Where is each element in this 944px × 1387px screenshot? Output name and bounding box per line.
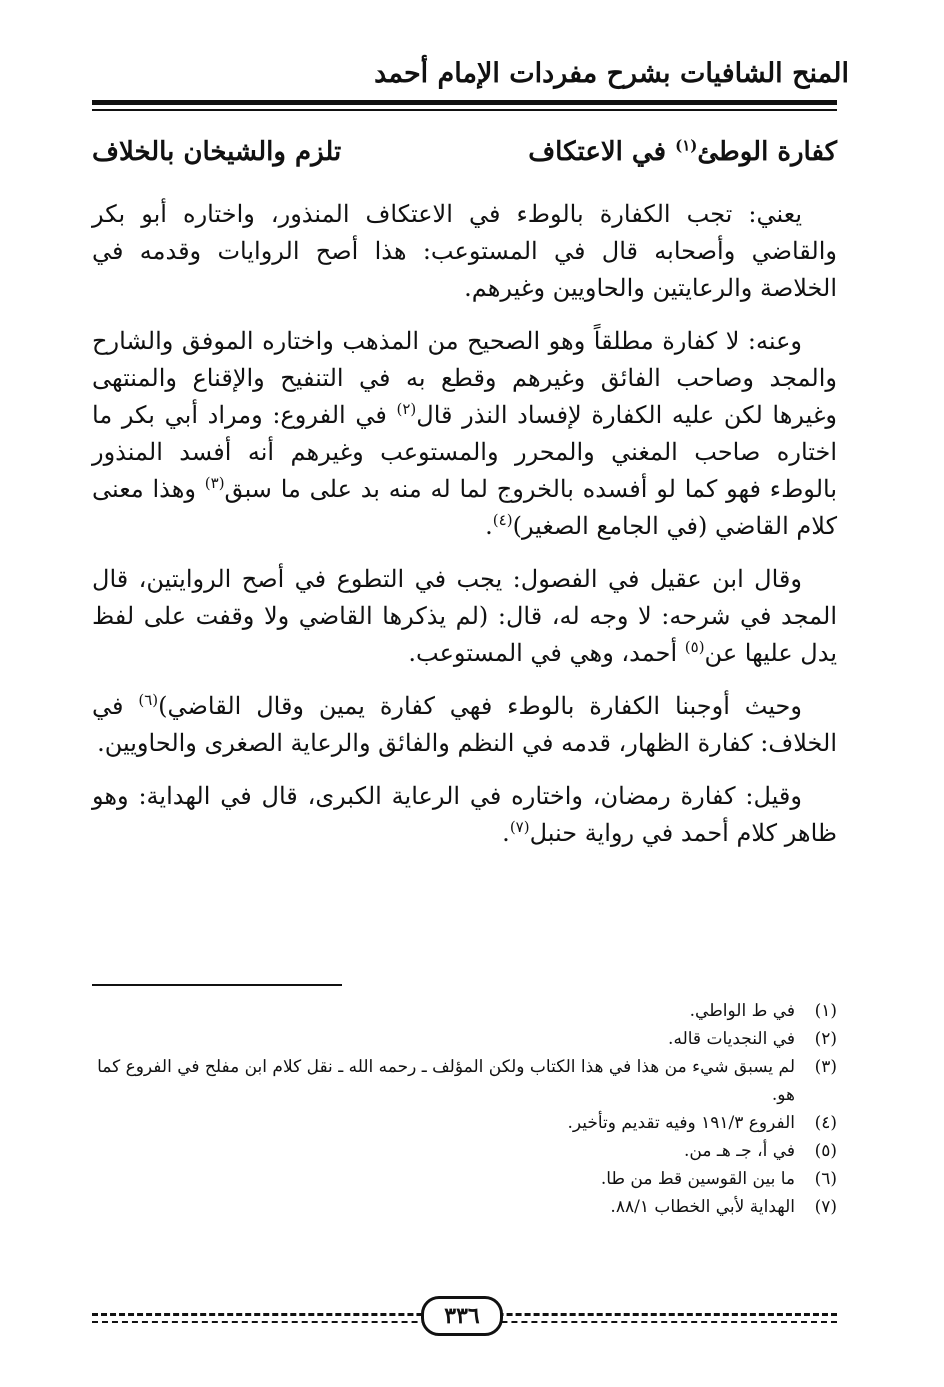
- footnote: [92, 1193, 837, 1221]
- footnote-text: لم يسبق شيء من هذا في هذا الكتاب ولكن المؤلف ـ رحمه الله ـ نقل كلام ابن مفلح في الفروع كما هو.: [97, 1057, 795, 1105]
- footnote: [92, 1053, 837, 1109]
- page-number: ٣٣٦: [421, 1296, 503, 1336]
- footnote-number: (١): [814, 1001, 837, 1021]
- footnote-separator: [92, 984, 342, 986]
- footnote: [92, 1025, 837, 1053]
- poem-verse: [92, 132, 837, 172]
- footnote-marker: (٦): [138, 691, 159, 709]
- running-head: المنح الشافيات بشرح مفردات الإمام أحمد: [374, 58, 849, 89]
- paragraph-5: وقيل: كفارة رمضان، واختاره في الرعاية الكبرى، قال في الهداية: وهو ظاهر كلام أحمد في رواية حنبل$^{(٧)}$.: [92, 782, 837, 847]
- header-rule-thin: [92, 109, 837, 111]
- footnote-number: (٤): [814, 1113, 837, 1133]
- footnote-number: (٥): [814, 1141, 837, 1161]
- paragraph-4: وحيث أوجبنا الكفارة بالوطء فهي كفارة يمين وقال القاضي)$^{(٦)}$ في الخلاف: كفارة الظهار، قدمه في النظم والفائق والرعاية الصغرى والحاويين.: [92, 691, 837, 757]
- footnote-number: (٦): [814, 1169, 837, 1189]
- footnote-number: (٢): [814, 1029, 837, 1049]
- footnotes: [92, 997, 837, 1221]
- header-rule-thick: [92, 100, 837, 105]
- footnote-text: في ط الواطي.: [689, 1001, 795, 1021]
- footnote: [92, 997, 837, 1025]
- footnote: [92, 1165, 837, 1193]
- footnote-number: (٧): [814, 1197, 837, 1217]
- verse-second-hemistich: تلزم والشيخان بالخلاف: [92, 137, 342, 167]
- footnote-text: الفروع ١٩١/٣ وفيه تقديم وتأخير.: [567, 1113, 795, 1133]
- footnote-marker: (٧): [509, 818, 530, 836]
- footnote: [92, 1137, 837, 1165]
- footnote-text: ما بين القوسين قط من طا.: [600, 1169, 795, 1189]
- footnote-marker: (٥): [684, 638, 705, 656]
- footnote-number: (٣): [814, 1057, 837, 1077]
- footnote-marker: (١): [675, 136, 698, 155]
- footnote-text: الهداية لأبي الخطاب ٨٨/١.: [610, 1197, 795, 1217]
- footnote-text: في النجديات قاله.: [668, 1029, 795, 1049]
- paragraph-2: وعنه: لا كفارة مطلقاً وهو الصحيح من المذهب واختاره الموفق والشارح والمجد وصاحب الفائق وغيرهم وقطع به في التنفيح والإقناع والمنتهى وغيرها لكن عليه الكفارة لإفساد النذر قال$^{(٢)}$ في الفروع: ومراد أبي بكر ما اختاره صاحب المغني والمحرر والمستوعب وغيرهم أنه أفسد المنذور بالوطء فهو كما لو أفسده بالخروج لما له منه بد على ما سبق$^{(٣)}$ وهذا معنى كلام القاضي (في الجامع الصغير)$^{(٤)}$.: [92, 327, 837, 540]
- paragraph-3: وقال ابن عقيل في الفصول: يجب في التطوع في أصح الروايتين، قال المجد في شرحه: لا وجه له، قال: (لم يذكرها القاضي ولا وقفت على لفظ يدل عليها عن$^{(٥)}$ أحمد، وهي في المستوعب.: [92, 565, 837, 667]
- main-text: [92, 196, 837, 868]
- verse-first-hemistich: كفارة الوطئ$^{(١)}$ في الاعتكاف: [528, 136, 837, 167]
- footnote-text: في أ، جـ هـ من.: [683, 1141, 795, 1161]
- footnote-marker: (٢): [396, 400, 417, 418]
- footnote-marker: (٣): [204, 474, 225, 492]
- paragraph-1: يعني: تجب الكفارة بالوطء في الاعتكاف المنذور، واختاره أبو بكر والقاضي وأصحابه قال في المستوعب: هذا أصح الروايات وقدمه في الخلاصة والرعايتين والحاويين وغيرهم.: [92, 200, 837, 302]
- footnote-marker: (٤): [492, 511, 513, 529]
- footnote: [92, 1109, 837, 1137]
